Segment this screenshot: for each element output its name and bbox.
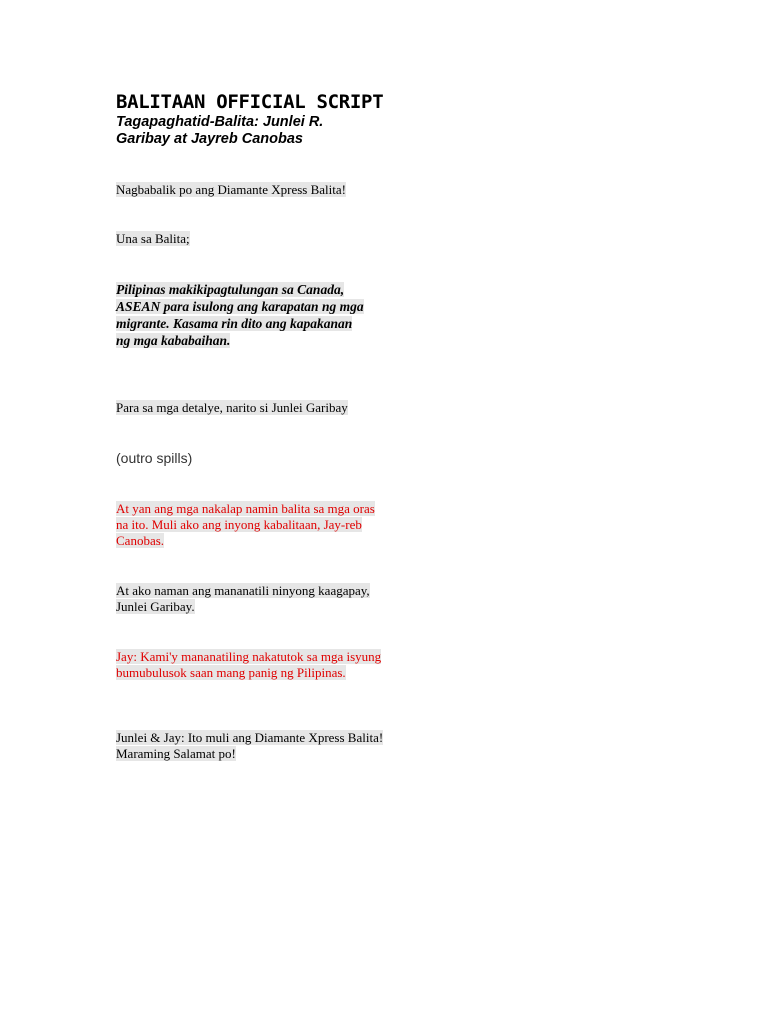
jay-line-text: Jay: Kami'y mananatiling nakatutok sa mga isyung bumubulusok saan mang panig ng Pilipinas. — [116, 649, 382, 680]
intro-text: Nagbabalik po ang Diamante Xpress Balita! — [116, 182, 346, 197]
final-text: Junlei & Jay: Ito muli ang Diamante Xpress Balita! Maraming Salamat po! — [116, 730, 384, 761]
script-page — [116, 90, 386, 761]
jay-line-paragraph — [116, 649, 386, 681]
first-news-paragraph — [116, 231, 386, 247]
closing-jay-paragraph — [116, 501, 386, 549]
closing-jay-text: At yan ang mga nakalap namin balita sa mga oras na ito. Muli ako ang inyong kabalitaan, Jay-reb Canobas. — [116, 501, 375, 548]
intro-paragraph — [116, 182, 386, 198]
closing-junlei-text: At ako naman ang mananatili ninyong kaagapay, Junlei Garibay. — [116, 583, 370, 614]
document-title: BALITAAN OFFICIAL SCRIPT — [116, 91, 384, 113]
closing-junlei-paragraph — [116, 583, 386, 615]
final-paragraph — [116, 730, 386, 762]
first-news-text: Una sa Balita; — [116, 231, 190, 246]
details-paragraph — [116, 400, 386, 416]
document-subtitle: Tagapaghatid-Balita: Junlei R. Garibay at Jayreb Canobas — [116, 114, 324, 147]
details-text: Para sa mga detalye, narito si Junlei Garibay — [116, 400, 348, 415]
headline-text: Pilipinas makikipagtulungan sa Canada, ASEAN para isulong ang karapatan ng mga migrante. Kasama rin dito ang kapakanan ng mga kababaihan. — [116, 282, 364, 348]
headline-paragraph — [116, 281, 366, 349]
outro-spills-note: (outro spills) — [116, 450, 193, 466]
